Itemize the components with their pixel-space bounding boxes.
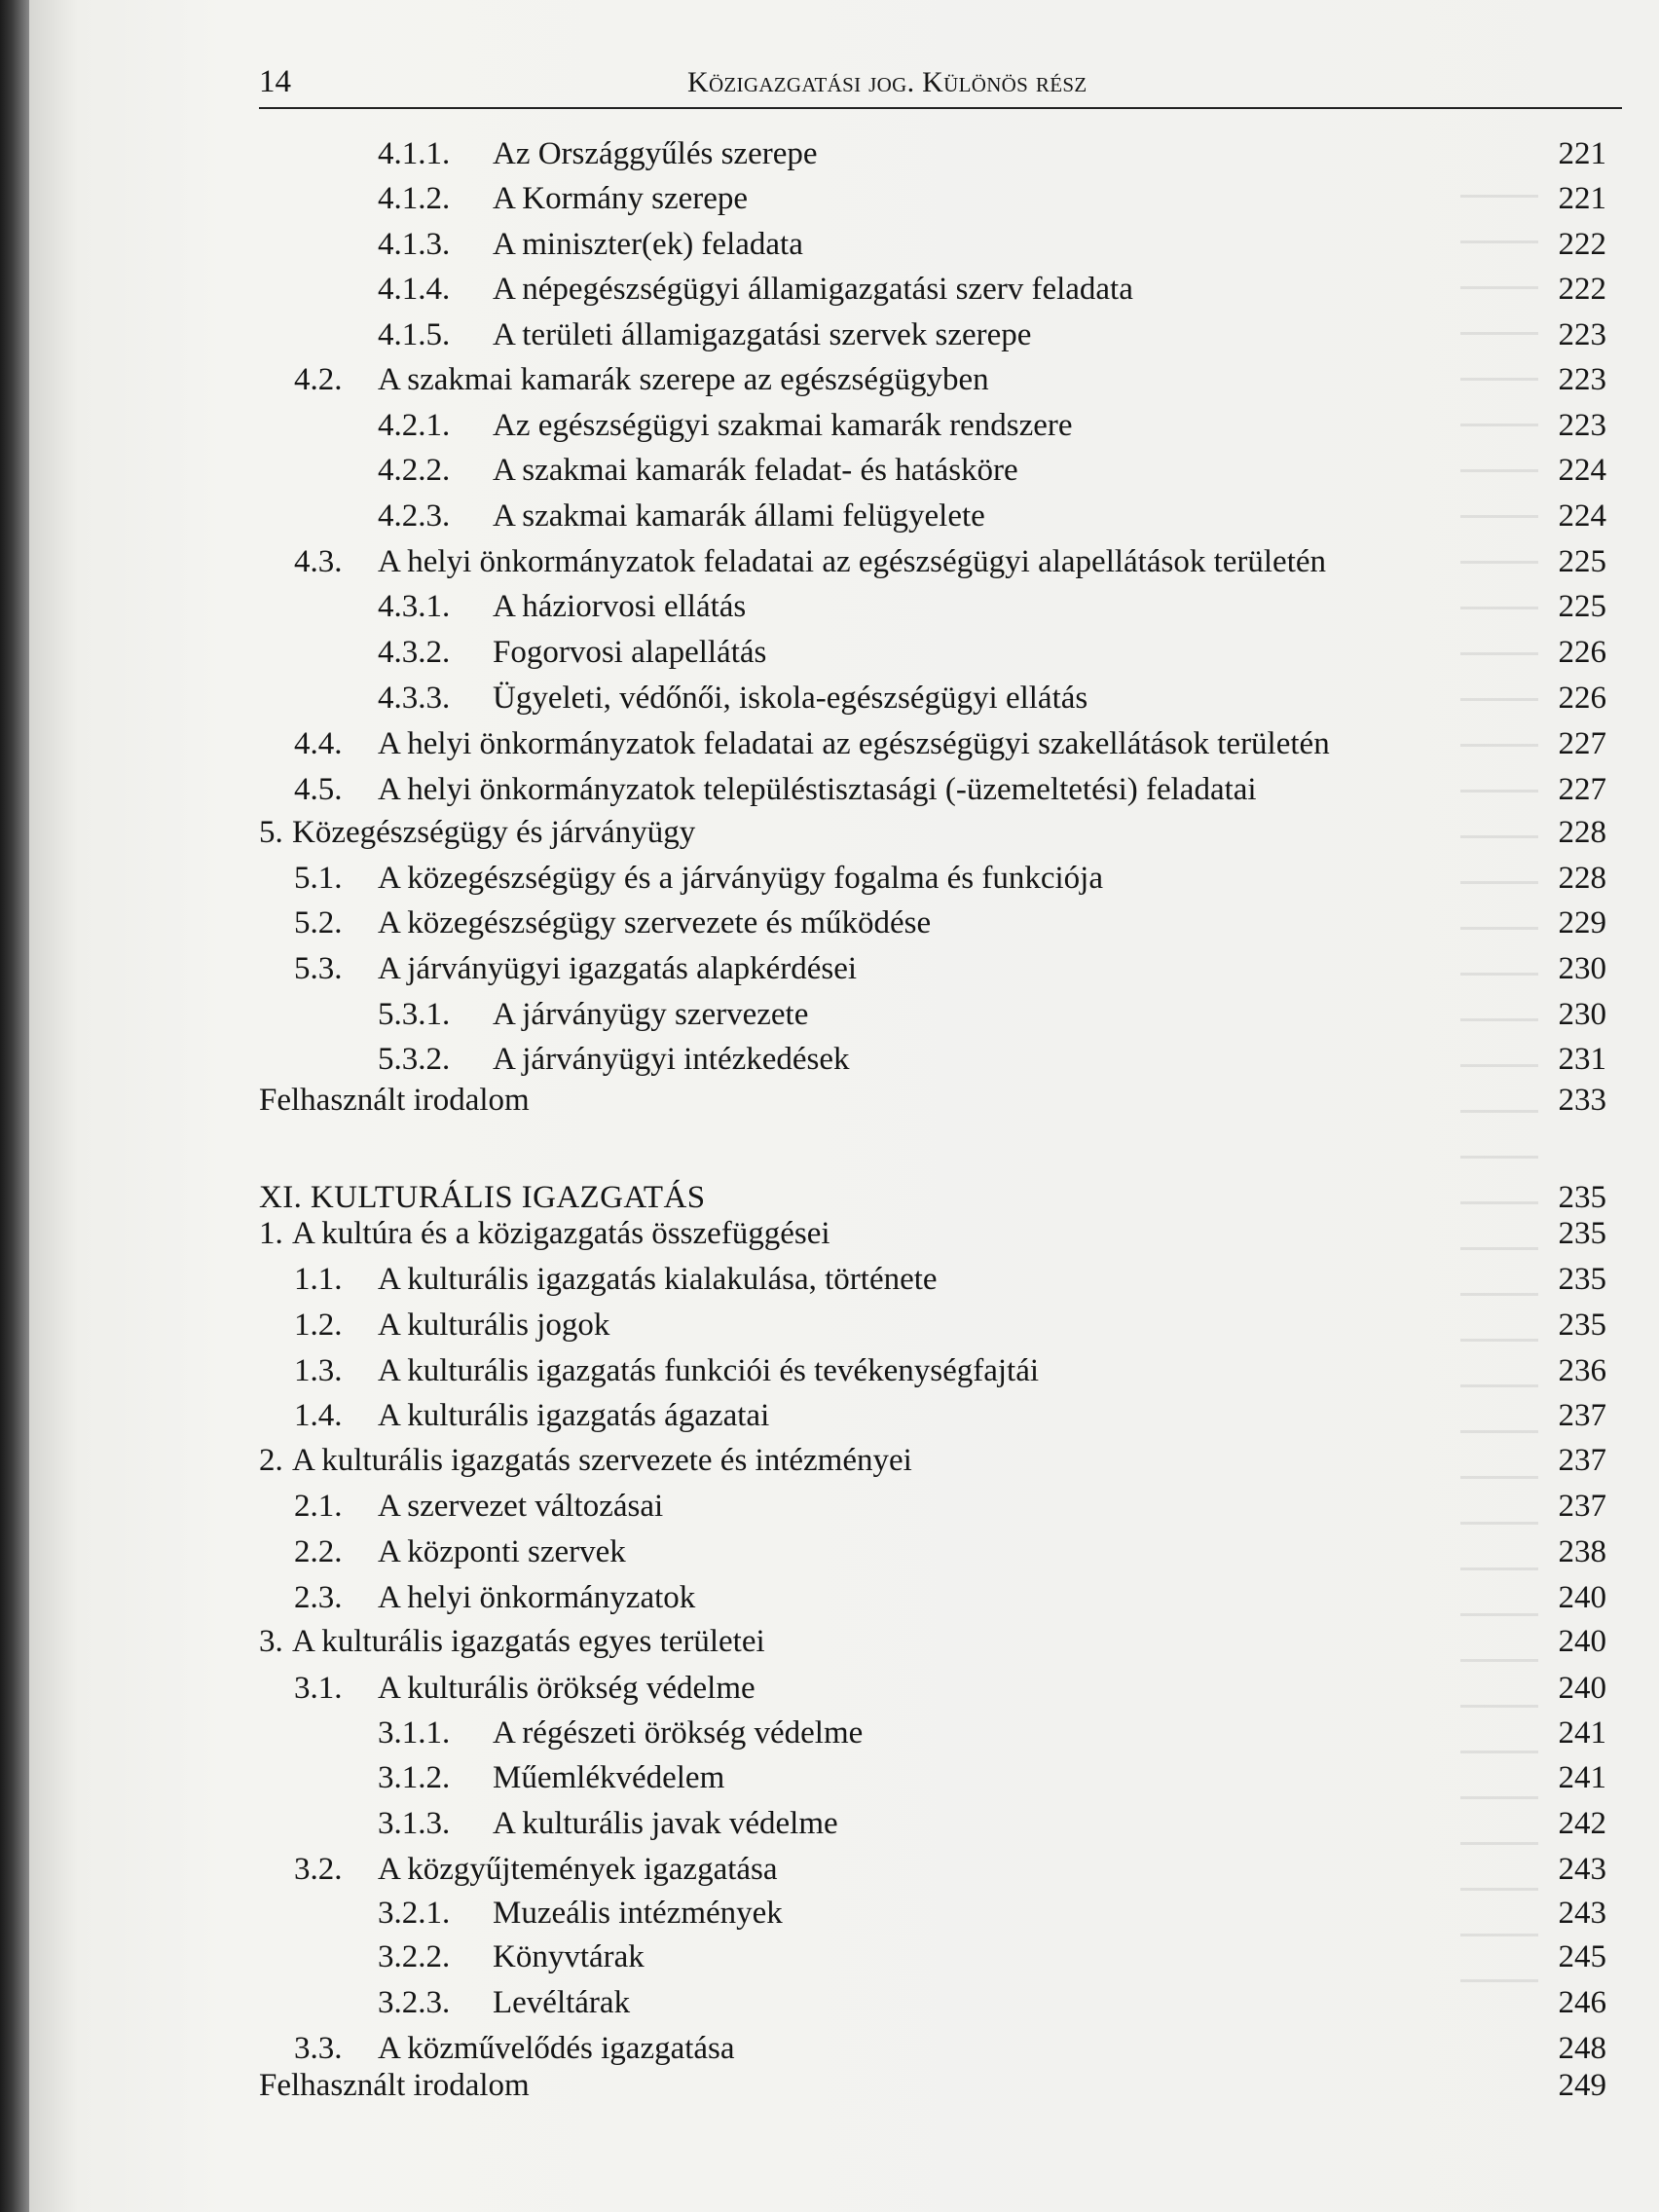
toc-entry-number: 4.3.3. xyxy=(378,681,451,716)
toc-entry-page: 246 xyxy=(1558,1985,1606,2020)
toc-entry-title: A helyi önkormányzatok településtisztasági (-üzemeltetési) feladatai xyxy=(378,772,1257,807)
toc-entry-page: 242 xyxy=(1558,1806,1606,1841)
toc-entry-title: A szakmai kamarák állami felügyelete xyxy=(493,498,985,534)
toc-entry-number: 2.1. xyxy=(294,1489,343,1524)
toc-entry-number: 4.1.1. xyxy=(378,136,451,171)
toc-entry-title: A szervezet változásai xyxy=(378,1489,664,1524)
toc-entry-page: 237 xyxy=(1558,1398,1606,1433)
toc-entry xyxy=(29,722,1659,765)
toc-entry-number: 4.1.2. xyxy=(378,181,451,216)
toc-entry-page: 228 xyxy=(1558,815,1606,850)
toc-entry-title: Levéltárak xyxy=(493,1985,631,2020)
toc-entry xyxy=(29,404,1659,447)
toc-entry xyxy=(29,1576,1659,1619)
toc-entry-number: 3.1. xyxy=(294,1671,343,1706)
toc-entry xyxy=(29,358,1659,401)
toc-entry xyxy=(29,811,1659,854)
toc-entry xyxy=(29,768,1659,811)
toc-entry-title: A helyi önkormányzatok feladatai az egészségügyi szakellátások területén xyxy=(378,726,1330,761)
toc-entry-title: Műemlékvédelem xyxy=(493,1760,725,1795)
toc-entry-number: 4.3.2. xyxy=(378,635,451,670)
running-title: Közigazgatási jog. Különös rész xyxy=(687,66,1088,98)
toc-entry-title: A közgyűjtemények igazgatása xyxy=(378,1852,778,1887)
toc-entry-number: 1.1. xyxy=(294,1262,343,1297)
toc-entry-title: Muzeális intézmények xyxy=(493,1896,783,1931)
toc-entry xyxy=(29,947,1659,990)
toc-entry-number: 4.1.3. xyxy=(378,227,451,262)
toc-entry-page: 228 xyxy=(1558,861,1606,896)
toc-entry xyxy=(29,902,1659,944)
toc-entry-page: 227 xyxy=(1558,726,1606,761)
toc-entry xyxy=(29,1079,1659,1122)
toc-entry-page: 230 xyxy=(1558,951,1606,986)
toc-entry-number: 3.1.1. xyxy=(378,1715,451,1751)
toc-entry xyxy=(29,1848,1659,1891)
toc-entry-page: 240 xyxy=(1558,1671,1606,1706)
toc-entry xyxy=(29,1667,1659,1710)
toc-entry-page: 237 xyxy=(1558,1489,1606,1524)
toc-entry xyxy=(29,1258,1659,1301)
chapter-title: XI. KULTURÁLIS IGAZGATÁS xyxy=(259,1180,706,1215)
toc-entry xyxy=(29,993,1659,1036)
toc-entry-title: A járványügyi intézkedések xyxy=(493,1042,850,1077)
toc-entry-page: 223 xyxy=(1558,317,1606,352)
toc-entry-title: A helyi önkormányzatok feladatai az egészségügyi alapellátások területén xyxy=(378,544,1327,579)
toc-entry xyxy=(29,677,1659,719)
toc-entry-page: 223 xyxy=(1558,408,1606,443)
toc-entry-title: Fogorvosi alapellátás xyxy=(493,635,767,670)
toc-entry xyxy=(29,857,1659,900)
toc-entry-page: 241 xyxy=(1558,1715,1606,1751)
toc-entry-page: 221 xyxy=(1558,136,1606,171)
toc-entry-page: 222 xyxy=(1558,272,1606,307)
toc-entry xyxy=(29,2064,1659,2107)
toc-entry-number: 5. xyxy=(259,815,283,850)
toc-entry xyxy=(29,1892,1659,1935)
toc-entry-number: 3.1.2. xyxy=(378,1760,451,1795)
toc-entry-page: 224 xyxy=(1558,453,1606,488)
toc-entry xyxy=(29,1038,1659,1081)
toc-entry-number: 5.3. xyxy=(294,951,343,986)
toc-entry xyxy=(29,132,1659,175)
toc-entry-number: 4.3. xyxy=(294,544,343,579)
toc-entry-number: 5.3.1. xyxy=(378,997,451,1032)
toc-entry-page: 236 xyxy=(1558,1353,1606,1388)
book-spine-edge xyxy=(0,0,29,2212)
toc-entry-number: 1.3. xyxy=(294,1353,343,1388)
toc-entry-title: A népegészségügyi államigazgatási szerv feladata xyxy=(493,272,1133,307)
toc-entry xyxy=(29,268,1659,311)
page-number: 14 xyxy=(259,64,291,99)
toc-entry-page: 221 xyxy=(1558,181,1606,216)
toc-entry-page: 237 xyxy=(1558,1443,1606,1478)
toc-entry-page: 243 xyxy=(1558,1852,1606,1887)
toc-entry-number: 4.3.1. xyxy=(378,589,451,624)
toc-entry xyxy=(29,1349,1659,1392)
toc-entry-number: 5.1. xyxy=(294,861,343,896)
toc-entry-title: Könyvtárak xyxy=(493,1939,645,1974)
toc-entry xyxy=(29,1712,1659,1754)
toc-entry-title: A Kormány szerepe xyxy=(493,181,749,216)
toc-entry-title: Ügyeleti, védőnői, iskola-egészségügyi ellátás xyxy=(493,681,1088,716)
toc-entry-page: 233 xyxy=(1558,1083,1606,1118)
toc-entry-title: A kulturális igazgatás szervezete és intézményei xyxy=(292,1443,912,1478)
toc-entry-number: 4.1.5. xyxy=(378,317,451,352)
toc-entry-page: 231 xyxy=(1558,1042,1606,1077)
toc-entry-page: 245 xyxy=(1558,1939,1606,1974)
toc-entry-title: A járványügy szervezete xyxy=(493,997,809,1032)
toc-entry xyxy=(29,1304,1659,1346)
toc-entry-number: 3. xyxy=(259,1624,283,1659)
toc-entry xyxy=(29,449,1659,492)
toc-entry-title: A kultúra és a közigazgatás összefüggései xyxy=(292,1216,830,1251)
toc-entry xyxy=(29,495,1659,537)
toc-entry xyxy=(29,177,1659,220)
toc-entry-page: 223 xyxy=(1558,362,1606,397)
toc-entry-number: 4.1.4. xyxy=(378,272,451,307)
toc-entry-number: 1. xyxy=(259,1216,283,1251)
toc-entry-number: 5.3.2. xyxy=(378,1042,451,1077)
toc-entry-page: 248 xyxy=(1558,2031,1606,2066)
toc-entry-title: A miniszter(ek) feladata xyxy=(493,227,803,262)
toc-entry xyxy=(29,1620,1659,1663)
toc-entry-page: 240 xyxy=(1558,1580,1606,1615)
toc-entry xyxy=(29,1936,1659,1978)
toc-entry-page: 222 xyxy=(1558,227,1606,262)
toc-entry-number: 2.3. xyxy=(294,1580,343,1615)
toc-entry-title: A szakmai kamarák szerepe az egészségügyben xyxy=(378,362,989,397)
toc-entry-title: Közegészségügy és járványügy xyxy=(292,815,696,850)
toc-entry-number: 4.2.1. xyxy=(378,408,451,443)
toc-entry-page: 241 xyxy=(1558,1760,1606,1795)
toc-entry-page: 249 xyxy=(1558,2068,1606,2103)
toc-entry-page: 243 xyxy=(1558,1896,1606,1931)
toc-entry-number: 1.4. xyxy=(294,1398,343,1433)
toc-entry-title: Felhasznált irodalom xyxy=(259,2068,530,2103)
toc-entry-number: 4.5. xyxy=(294,772,343,807)
toc-entry-page: 240 xyxy=(1558,1624,1606,1659)
toc-entry-title: A kulturális jogok xyxy=(378,1308,610,1343)
toc-entry-number: 3.2. xyxy=(294,1852,343,1887)
toc-entry-number: 5.2. xyxy=(294,905,343,940)
book-page xyxy=(29,0,1659,2212)
toc-entry xyxy=(29,585,1659,628)
toc-entry xyxy=(29,1212,1659,1255)
toc-entry xyxy=(29,1756,1659,1799)
toc-entry-page: 224 xyxy=(1558,498,1606,534)
toc-entry-number: 3.1.3. xyxy=(378,1806,451,1841)
toc-entry-page: 229 xyxy=(1558,905,1606,940)
toc-entry-title: A kulturális igazgatás ágazatai xyxy=(378,1398,770,1433)
toc-entry-number: 2. xyxy=(259,1443,283,1478)
toc-entry xyxy=(29,1981,1659,2024)
toc-entry-title: A szakmai kamarák feladat- és hatásköre xyxy=(493,453,1018,488)
toc-entry-title: A járványügyi igazgatás alapkérdései xyxy=(378,951,858,986)
toc-entry-title: A központi szervek xyxy=(378,1534,626,1569)
toc-entry-title: A közegészségügy szervezete és működése xyxy=(378,905,932,940)
toc-entry-number: 3.2.1. xyxy=(378,1896,451,1931)
toc-entry-page: 230 xyxy=(1558,997,1606,1032)
toc-entry-title: A háziorvosi ellátás xyxy=(493,589,747,624)
toc-entry-number: 3.2.2. xyxy=(378,1939,451,1974)
toc-entry-page: 235 xyxy=(1558,1216,1606,1251)
toc-entry-title: A kulturális igazgatás kialakulása, története xyxy=(378,1262,938,1297)
toc-entry-number: 4.2. xyxy=(294,362,343,397)
toc-entry-title: Az Országgyűlés szerepe xyxy=(493,136,818,171)
toc-entry-title: A régészeti örökség védelme xyxy=(493,1715,864,1751)
toc-entry-page: 235 xyxy=(1558,1262,1606,1297)
toc-entry-title: Felhasznált irodalom xyxy=(259,1083,530,1118)
toc-entry-number: 4.2.2. xyxy=(378,453,451,488)
toc-entry-page: 235 xyxy=(1558,1308,1606,1343)
toc-entry xyxy=(29,1394,1659,1437)
toc-entry-title: A kulturális igazgatás egyes területei xyxy=(292,1624,765,1659)
toc-entry-title: A kulturális örökség védelme xyxy=(378,1671,756,1706)
toc-entry xyxy=(29,313,1659,356)
toc-entry-page: 226 xyxy=(1558,635,1606,670)
toc-entry-number: 2.2. xyxy=(294,1534,343,1569)
toc-entry-title: Az egészségügyi szakmai kamarák rendszere xyxy=(493,408,1073,443)
toc-entry-page: 238 xyxy=(1558,1534,1606,1569)
toc-entry-number: 3.2.3. xyxy=(378,1985,451,2020)
toc-entry xyxy=(29,223,1659,266)
toc-entry xyxy=(29,1485,1659,1528)
toc-entry-page: 225 xyxy=(1558,589,1606,624)
toc-entry-number: 3.3. xyxy=(294,2031,343,2066)
toc-entry-title: A közegészségügy és a járványügy fogalma és funkciója xyxy=(378,861,1103,896)
toc-entry-title: A közművelődés igazgatása xyxy=(378,2031,735,2066)
toc-entry-number: 1.2. xyxy=(294,1308,343,1343)
toc-entry-title: A helyi önkormányzatok xyxy=(378,1580,696,1615)
table-of-contents xyxy=(29,0,1659,2212)
toc-entry-page: 235 xyxy=(1558,1180,1606,1215)
toc-entry xyxy=(29,1439,1659,1482)
toc-entry-number: 4.2.3. xyxy=(378,498,451,534)
toc-entry-title: A kulturális javak védelme xyxy=(493,1806,838,1841)
toc-entry-page: 225 xyxy=(1558,544,1606,579)
toc-entry xyxy=(29,540,1659,583)
toc-entry-page: 227 xyxy=(1558,772,1606,807)
toc-entry xyxy=(29,1802,1659,1845)
toc-entry-title: A területi államigazgatási szervek szerepe xyxy=(493,317,1032,352)
toc-entry-title: A kulturális igazgatás funkciói és tevékenységfajtái xyxy=(378,1353,1040,1388)
toc-entry-number: 4.4. xyxy=(294,726,343,761)
toc-entry xyxy=(29,1530,1659,1573)
toc-entry-page: 226 xyxy=(1558,681,1606,716)
toc-entry xyxy=(29,631,1659,674)
